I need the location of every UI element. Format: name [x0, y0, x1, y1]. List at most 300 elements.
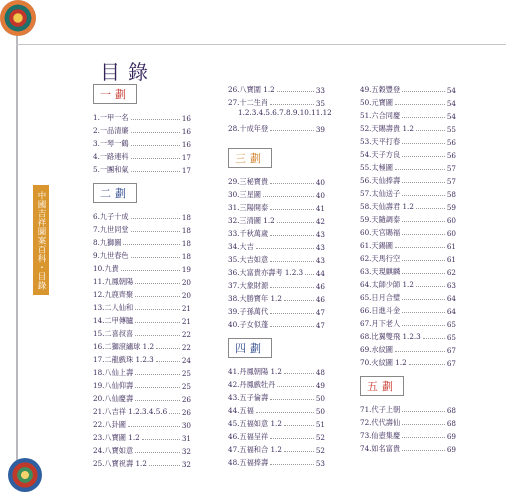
toc-entry-page: 59	[446, 203, 456, 212]
toc-entry[interactable]	[228, 429, 325, 442]
leader-dots	[402, 411, 445, 412]
toc-entry-page: 20	[181, 291, 191, 300]
page-title: 目錄	[100, 60, 156, 84]
leader-dots	[156, 361, 180, 362]
toc-entry-page: 68	[446, 406, 456, 415]
left-frame-line	[16, 28, 18, 468]
toc-entry-page: 22	[181, 330, 191, 339]
toc-entry-page: 61	[446, 255, 456, 264]
toc-entry[interactable]	[93, 110, 191, 123]
leader-dots	[270, 104, 314, 105]
toc-entry-title: 46.五福呈祥	[228, 432, 269, 441]
toc-entry-title: 19.八仙仰壽	[93, 381, 134, 390]
toc-entry-page: 51	[315, 420, 325, 429]
toc-entry-title: 45.五福如意 1.2	[228, 419, 282, 428]
toc-entry-page: 44	[315, 269, 325, 278]
toc-entry-page: 67	[446, 346, 456, 355]
leader-dots	[270, 464, 314, 465]
toc-entry[interactable]	[93, 339, 191, 352]
toc-entry-title: 60.天官賜福	[360, 228, 401, 237]
leader-dots	[135, 283, 180, 284]
toc-entry[interactable]	[360, 238, 456, 251]
section-header: 二劃	[93, 183, 137, 203]
toc-entry-page: 46	[315, 282, 325, 291]
toc-entry-page: 17	[181, 153, 191, 162]
toc-entry-page: 56	[446, 151, 456, 160]
toc-entry-page: 54	[446, 86, 456, 95]
toc-entry-title: 31.三陽開泰	[228, 203, 269, 212]
toc-entry[interactable]	[93, 430, 191, 443]
toc-entry[interactable]	[93, 352, 191, 365]
toc-entry-title: 57.太仙送子	[360, 189, 401, 198]
toc-entry-title: 49.五穀豐登	[360, 85, 401, 94]
toc-entry[interactable]	[228, 317, 325, 330]
toc-entry-title: 61.天錫圖	[360, 241, 393, 250]
toc-entry-title: 55.太極圖	[360, 163, 393, 172]
toc-entry-continuation: 1.2.3.4.5.6.7.8.9.10.11.12	[238, 108, 332, 117]
toc-entry-title: 10.九貴	[93, 264, 119, 273]
rosette-ornament-icon	[0, 0, 36, 36]
leader-dots	[402, 182, 445, 183]
toc-entry[interactable]	[360, 415, 456, 428]
toc-entry-page: 30	[181, 421, 191, 430]
toc-entry-title: 36.大富貴亦壽考 1.2.3	[228, 268, 304, 277]
leader-dots	[402, 273, 445, 274]
leader-dots	[263, 196, 314, 197]
toc-entry-title: 72.代代壽仙	[360, 418, 401, 427]
spacer	[93, 175, 191, 181]
toc-entry-title: 43.五子倫壽	[228, 393, 269, 402]
leader-dots	[395, 169, 445, 170]
toc-entry[interactable]	[228, 239, 325, 252]
toc-entry-page: 58	[446, 190, 456, 199]
toc-entry-page: 16	[181, 127, 191, 136]
toc-entry-title: 20.八仙慶壽	[93, 394, 134, 403]
toc-entry-page: 50	[315, 407, 325, 416]
toc-entry-page: 46	[315, 295, 325, 304]
toc-entry[interactable]	[360, 186, 456, 199]
leader-dots	[416, 286, 445, 287]
toc-entry[interactable]	[360, 316, 456, 329]
toc-entry[interactable]	[360, 199, 456, 212]
toc-entry[interactable]	[360, 108, 456, 121]
toc-entry[interactable]	[360, 173, 456, 186]
spacer	[360, 368, 456, 374]
leader-dots	[135, 452, 180, 453]
toc-entry[interactable]	[93, 365, 191, 378]
leader-dots	[270, 313, 314, 314]
toc-entry[interactable]	[360, 212, 456, 225]
toc-entry[interactable]	[360, 402, 456, 415]
toc-entry-title: 53.天平打春	[360, 137, 401, 146]
leader-dots	[284, 300, 314, 301]
toc-entry[interactable]	[93, 300, 191, 313]
toc-entry[interactable]	[228, 291, 325, 304]
toc-column-3	[360, 82, 456, 454]
spacer	[228, 330, 325, 336]
leader-dots	[402, 156, 445, 157]
leader-dots	[402, 234, 445, 235]
toc-entry[interactable]	[93, 235, 191, 248]
toc-entry-title: 48.五福捧壽	[228, 458, 269, 467]
toc-entry-page: 65	[446, 333, 456, 342]
toc-entry-title: 71.代子上朝	[360, 405, 401, 414]
toc-column-2	[228, 82, 332, 468]
toc-entry-title: 52.天賜壽貴 1.2	[360, 124, 414, 133]
toc-entry-page: 47	[315, 308, 325, 317]
toc-entry-title: 29.三秘寶貴	[228, 177, 269, 186]
toc-entry-title: 18.八仙上壽	[93, 368, 134, 377]
toc-entry-page: 69	[446, 432, 456, 441]
toc-entry[interactable]	[228, 82, 325, 95]
toc-entry-title: 38.大勝寶年 1.2	[228, 294, 282, 303]
toc-entry[interactable]	[228, 95, 325, 108]
toc-entry-title: 37.大象財源	[228, 281, 269, 290]
toc-entry-title: 1.一甲一名	[93, 113, 129, 122]
leader-dots	[395, 247, 445, 248]
toc-entry-title: 44.五福	[228, 406, 254, 415]
leader-dots	[149, 465, 180, 466]
toc-entry-page: 21	[181, 317, 191, 326]
toc-entry[interactable]	[228, 390, 325, 403]
toc-entry-title: 13.二人仙和	[93, 303, 134, 312]
leader-dots	[128, 426, 180, 427]
section-header: 四劃	[228, 338, 272, 358]
leader-dots	[402, 143, 445, 144]
toc-entry[interactable]	[93, 326, 191, 339]
toc-entry-page: 24	[181, 356, 191, 365]
toc-column-1	[93, 82, 191, 469]
leader-dots	[131, 145, 180, 146]
toc-entry[interactable]	[360, 160, 456, 173]
toc-entry-page: 57	[446, 164, 456, 173]
toc-entry-title: 39.子孫萬代	[228, 307, 269, 316]
leader-dots	[135, 335, 180, 336]
toc-entry[interactable]	[93, 404, 191, 417]
toc-entry[interactable]	[93, 123, 191, 136]
leader-dots	[402, 299, 445, 300]
toc-entry-page: 42	[315, 217, 325, 226]
toc-entry-title: 56.天仙捧壽	[360, 176, 401, 185]
toc-entry-title: 15.二喜叔喜	[93, 329, 134, 338]
toc-entry[interactable]	[228, 455, 325, 468]
toc-entry-page: 68	[446, 419, 456, 428]
toc-entry[interactable]	[93, 222, 191, 235]
toc-entry-title: 42.丹鳳戲牡丹	[228, 380, 276, 389]
leader-dots	[284, 373, 314, 374]
toc-entry[interactable]	[93, 248, 191, 261]
toc-entry[interactable]	[360, 355, 456, 368]
toc-entry[interactable]	[93, 261, 191, 274]
toc-entry-page: 33	[315, 86, 325, 95]
leader-dots	[270, 287, 314, 288]
leader-dots	[402, 312, 445, 313]
toc-entry-page: 54	[446, 99, 456, 108]
leader-dots	[270, 399, 314, 400]
leader-dots	[123, 244, 179, 245]
toc-entry[interactable]	[228, 377, 325, 390]
toc-entry-title: 30.三星圖	[228, 190, 261, 199]
toc-entry-page: 50	[315, 394, 325, 403]
spacer	[228, 140, 325, 146]
toc-entry-page: 69	[446, 445, 456, 454]
toc-entry[interactable]	[360, 134, 456, 147]
toc-entry[interactable]	[360, 225, 456, 238]
toc-entry[interactable]	[93, 417, 191, 430]
leader-dots	[270, 438, 314, 439]
leader-dots	[169, 413, 180, 414]
toc-entry[interactable]	[360, 121, 456, 134]
toc-entry-title: 3.一琴一鶴	[93, 139, 129, 148]
toc-entry-title: 24.八寶如意	[93, 446, 134, 455]
toc-entry[interactable]	[93, 456, 191, 469]
toc-entry-page: 48	[315, 368, 325, 377]
toc-entry[interactable]	[228, 278, 325, 291]
toc-entry-title: 58.天仙壽君 1.2	[360, 202, 414, 211]
toc-entry-title: 63.天現麒麟	[360, 267, 401, 276]
leader-dots	[270, 261, 314, 262]
leader-dots	[135, 322, 180, 323]
toc-entry-page: 52	[315, 446, 325, 455]
toc-entry[interactable]	[360, 428, 456, 441]
toc-entry[interactable]	[360, 82, 456, 95]
leader-dots	[277, 222, 314, 223]
toc-entry-page: 39	[315, 125, 325, 134]
toc-entry[interactable]	[228, 265, 325, 278]
leader-dots	[135, 387, 180, 388]
toc-entry-page: 62	[446, 268, 456, 277]
toc-entry[interactable]	[360, 147, 456, 160]
toc-entry[interactable]	[93, 287, 191, 300]
toc-entry-page: 19	[181, 265, 191, 274]
leader-dots	[402, 91, 445, 92]
leader-dots	[131, 132, 180, 133]
toc-entry-page: 17	[181, 166, 191, 175]
leader-dots	[284, 425, 314, 426]
toc-entry[interactable]	[360, 264, 456, 277]
toc-entry-title: 9.九世春色	[93, 251, 129, 260]
toc-entry[interactable]	[93, 313, 191, 326]
toc-entry-title: 47.五福和合 1.2	[228, 445, 282, 454]
toc-entry[interactable]	[228, 304, 325, 317]
toc-entry-page: 31	[181, 434, 191, 443]
leader-dots	[270, 326, 314, 327]
toc-entry[interactable]	[93, 274, 191, 287]
toc-entry-page: 56	[446, 138, 456, 147]
toc-entry-title: 70.火紋圖 1.2	[360, 358, 407, 367]
leader-dots	[416, 130, 445, 131]
toc-entry[interactable]	[93, 149, 191, 162]
toc-entry[interactable]	[93, 391, 191, 404]
toc-entry[interactable]	[360, 441, 456, 454]
toc-entry-page: 43	[315, 256, 325, 265]
toc-entry[interactable]	[360, 251, 456, 264]
toc-entry-page: 32	[181, 460, 191, 469]
leader-dots	[270, 235, 314, 236]
leader-dots	[131, 257, 180, 258]
leader-dots	[402, 195, 445, 196]
toc-entry-page: 43	[315, 243, 325, 252]
toc-entry-title: 14.二甲傳臚	[93, 316, 134, 325]
leader-dots	[402, 437, 445, 438]
toc-entry-title: 27.十二生肖	[228, 98, 269, 107]
leader-dots	[402, 325, 445, 326]
leader-dots	[270, 209, 314, 210]
leader-dots	[256, 248, 314, 249]
leader-dots	[305, 274, 314, 275]
toc-entry-page: 32	[181, 447, 191, 456]
leader-dots	[256, 412, 314, 413]
toc-entry-title: 73.仙壺集慶	[360, 431, 401, 440]
leader-dots	[131, 158, 180, 159]
toc-entry-title: 62.天馬行空	[360, 254, 401, 263]
leader-dots	[142, 439, 180, 440]
leader-dots	[131, 231, 180, 232]
toc-entry-page: 47	[315, 321, 325, 330]
toc-entry-page: 64	[446, 294, 456, 303]
toc-entry-page: 55	[446, 125, 456, 134]
toc-entry-title: 16.二獅滾繡球 1.2	[93, 342, 155, 351]
toc-entry-title: 68.比翼雙飛 1.2.3	[360, 332, 421, 341]
leader-dots	[402, 260, 445, 261]
toc-entry[interactable]	[360, 290, 456, 303]
toc-entry-title: 4.一路連科	[93, 152, 129, 161]
toc-entry[interactable]	[360, 277, 456, 290]
toc-entry[interactable]	[360, 95, 456, 108]
toc-entry[interactable]	[228, 174, 325, 187]
lion-ornament-icon	[8, 458, 42, 492]
leader-dots	[277, 91, 314, 92]
leader-dots	[131, 119, 180, 120]
toc-entry-page: 43	[315, 230, 325, 239]
toc-entry-title: 21.八吉祥 1.2.3.4.5.6	[93, 407, 168, 416]
toc-entry-page: 57	[446, 177, 456, 186]
toc-entry-page: 35	[315, 99, 325, 108]
toc-entry-title: 64.太師少師 1.2	[360, 280, 414, 289]
toc-entry[interactable]	[228, 200, 325, 213]
toc-entry-page: 22	[181, 343, 191, 352]
toc-entry-page: 18	[181, 226, 191, 235]
toc-entry-title: 54.天子方良	[360, 150, 401, 159]
leader-dots	[395, 351, 445, 352]
toc-entry-title: 22.八卦圖	[93, 420, 126, 429]
toc-entry-page: 16	[181, 140, 191, 149]
toc-entry-page: 54	[446, 112, 456, 121]
toc-entry-title: 23.八寶圖 1.2	[93, 433, 140, 442]
toc-entry-page: 67	[446, 359, 456, 368]
toc-entry[interactable]	[93, 136, 191, 149]
leader-dots	[135, 296, 180, 297]
toc-entry-title: 74.如名富貴	[360, 444, 401, 453]
toc-entry-title: 40.子女似蓬	[228, 320, 269, 329]
toc-entry-page: 25	[181, 369, 191, 378]
toc-entry[interactable]	[360, 342, 456, 355]
toc-entry-page: 20	[181, 278, 191, 287]
toc-entry-title: 35.大吉如意	[228, 255, 269, 264]
toc-entry-page: 61	[446, 242, 456, 251]
leader-dots	[121, 270, 180, 271]
toc-entry-title: 67.月下老人	[360, 319, 401, 328]
section-header: 一劃	[93, 84, 137, 104]
leader-dots	[131, 171, 180, 172]
leader-dots	[284, 451, 314, 452]
toc-entry[interactable]	[228, 403, 325, 416]
leader-dots	[416, 208, 445, 209]
toc-entry-page: 25	[181, 382, 191, 391]
toc-entry-page: 18	[181, 239, 191, 248]
toc-entry-page: 40	[315, 191, 325, 200]
toc-entry-page: 18	[181, 213, 191, 222]
toc-entry[interactable]	[228, 252, 325, 265]
toc-entry-title: 65.日月合璧	[360, 293, 401, 302]
leader-dots	[277, 386, 313, 387]
toc-entry[interactable]	[228, 226, 325, 239]
section-header: 三劃	[228, 148, 272, 168]
toc-entry-title: 26.八寶圍 1.2	[228, 85, 275, 94]
leader-dots	[270, 130, 314, 131]
toc-entry[interactable]	[228, 364, 325, 377]
toc-entry-page: 26	[181, 395, 191, 404]
toc-entry-title: 17.二龍戲珠 1.2.3	[93, 355, 154, 364]
toc-entry-page: 64	[446, 307, 456, 316]
leader-dots	[402, 117, 445, 118]
toc-entry-title: 33.千秋萬歲	[228, 229, 269, 238]
toc-entry[interactable]	[360, 303, 456, 316]
side-chapter-tab: 中國吉祥圖案百科・目錄	[33, 185, 49, 295]
toc-entry-title: 59.天隨調泰	[360, 215, 401, 224]
leader-dots	[156, 348, 180, 349]
leader-dots	[135, 400, 180, 401]
section-header: 五劃	[360, 376, 404, 396]
leader-dots	[270, 183, 314, 184]
toc-entry-title: 2.一品清廉	[93, 126, 129, 135]
toc-entry-title: 51.六合同慶	[360, 111, 401, 120]
toc-entry[interactable]	[228, 442, 325, 455]
leader-dots	[402, 450, 445, 451]
toc-entry[interactable]	[93, 162, 191, 175]
leader-dots	[135, 374, 180, 375]
leader-dots	[423, 338, 445, 339]
leader-dots	[395, 104, 445, 105]
toc-entry-title: 8.九獅圖	[93, 238, 122, 247]
top-frame-line	[16, 44, 506, 45]
toc-entry-page: 41	[315, 204, 325, 213]
toc-entry-page: 18	[181, 252, 191, 261]
toc-entry-title: 25.八寶祝壽 1.2	[93, 459, 147, 468]
leader-dots	[402, 424, 445, 425]
toc-entry-page: 63	[446, 281, 456, 290]
toc-entry-title: 32.三清圖 1.2	[228, 216, 275, 225]
toc-entry-title: 50.元寶圖	[360, 98, 393, 107]
toc-entry[interactable]	[360, 329, 456, 342]
toc-entry-page: 60	[446, 229, 456, 238]
toc-entry-title: 41.丹鳳朝陽 1.2	[228, 367, 282, 376]
toc-entry-page: 52	[315, 433, 325, 442]
leader-dots	[135, 309, 180, 310]
toc-entry-title: 5.一團和氣	[93, 165, 129, 174]
toc-entry[interactable]	[228, 416, 325, 429]
toc-entry-page: 40	[315, 178, 325, 187]
toc-entry-page: 60	[446, 216, 456, 225]
toc-entry[interactable]	[93, 378, 191, 391]
toc-entry[interactable]	[228, 121, 325, 134]
toc-entry-title: 11.九鳳朝陽	[93, 277, 134, 286]
toc-entry[interactable]	[228, 213, 325, 226]
toc-entry[interactable]	[93, 209, 191, 222]
toc-entry-page: 16	[181, 114, 191, 123]
toc-entry[interactable]	[93, 443, 191, 456]
toc-entry[interactable]	[228, 187, 325, 200]
